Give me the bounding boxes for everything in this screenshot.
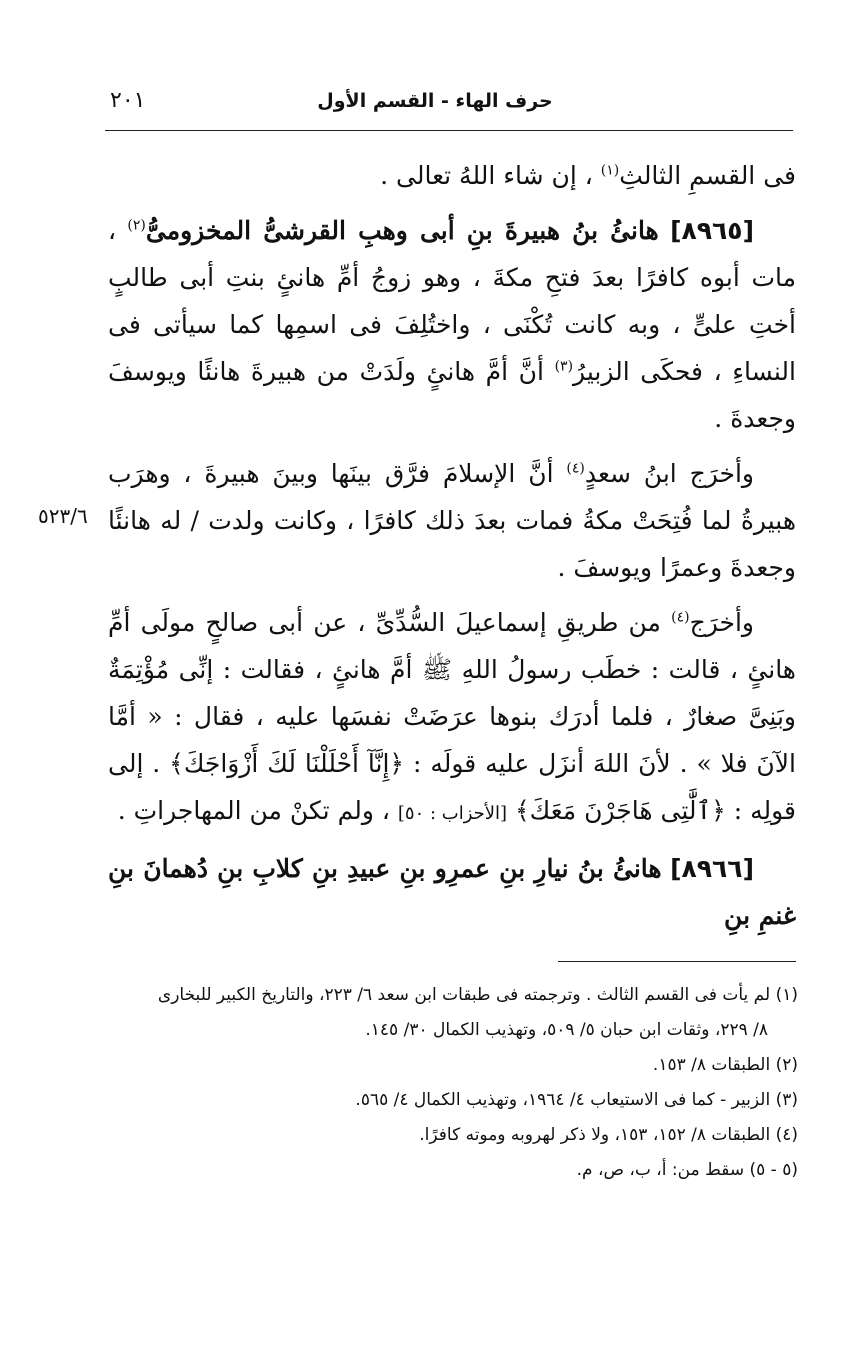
entry-number: [٨٩٦٦] (670, 854, 754, 883)
footnote-ref[interactable]: (٤) (671, 609, 690, 626)
footnote: (١) لم يأت فى القسم الثالث . وترجمته فى طبقات ابن سعد ٦/ ٢٢٣، والتاريخ الكبير للبخارى (157, 985, 798, 1005)
entry-name: هانئُ بنُ نيارِ بنِ عمرِو بنِ عبيدِ بنِ كلابِ بنِ دُهمانَ بنِ غنمِ بنِ (108, 854, 796, 930)
main-text (108, 152, 796, 947)
footnote-ref[interactable]: (١) (600, 162, 620, 179)
footnote: (٣) الزبير - كما فى الاستيعاب ٤/ ١٩٦٤، وتهذيب الكمال ٤/ ٥٦٥. (355, 1090, 798, 1110)
entry-8965 (108, 207, 796, 442)
paragraph-suddi (108, 599, 796, 837)
footnote-ref[interactable]: (٣) (554, 358, 574, 375)
text-run: فى القسمِ الثالثِ (619, 161, 796, 190)
running-header: حرف الهاء - القسم الأول (317, 90, 553, 112)
text-run: من طريقِ إسماعيلَ السُّدِّىِّ ، عن أبى صالحٍ مولَى أمِّ هانئٍ ، قالت : خطَب رسولُ اللهِ ﷺ أمَّ هانئٍ ، فقالت : إنِّى مُؤْتِمَةٌ وبَنِىَّ صغارٌ ، فلما أدرَك بنوها عرَضَتْ نفسَها عليه ، فقال : « أمَّا الآنَ فلا » . لأنَ اللهَ أنزَل عليه قولَه : (108, 608, 796, 778)
text-run: وأخرَج (689, 608, 754, 637)
text-run: ، ولم تكنْ من المهاجراتِ . (117, 796, 390, 825)
page-number: ٢٠١ (110, 88, 146, 113)
paragraph-ibn-saad (108, 450, 796, 591)
text-run: . إلى قولِه : (108, 749, 796, 825)
quran-citation: [الأحزاب : ٥٠] (397, 803, 508, 824)
text-run: ، إن شاء اللهُ تعالى . (380, 161, 593, 190)
text-run: أنَّ أمَّ هانئٍ ولَدَتْ من هبيرةَ هانئًا ويوسفَ وجعدةَ . (108, 357, 796, 433)
text-run: ، مات أبوه كافرًا بعدَ فتحِ مكةَ ، وهو زوجُ أمِّ هانئٍ بنتِ أبى طالبٍ أختِ علىٍّ ، وبه كانت تُكْنَى ، واختُلِفَ فى اسمِها كما سيأتى فى النساءِ ، فحكَى الزبيرُ (108, 216, 796, 386)
entry-8966 (108, 845, 796, 939)
footnote: (٥ - ٥) سقط من: أ، ب، ص، م. (576, 1160, 798, 1180)
entry-name: هانئُ بنُ هبيرةَ بنِ أبى وهبِ القرشىُّ المخزومىُّ (145, 216, 659, 245)
footnote-continuation: ٨/ ٢٢٩، وثقات ابن حبان ٥/ ٥٠٩، وتهذيب الكمال ٣٠/ ١٤٥. (365, 1020, 768, 1040)
footnote-ref[interactable]: (٤) (566, 460, 585, 477)
header-rule (105, 130, 793, 131)
footnote: (٢) الطبقات ٨/ ١٥٣. (652, 1055, 798, 1075)
footnote-rule (558, 961, 796, 962)
quran-quote: ﴿ٱلَّٰتِى هَاجَرْنَ مَعَكَ﴾ (515, 796, 726, 825)
margin-volume-page-note: ٥٢٣/٦ (38, 504, 88, 528)
footnotes (108, 978, 798, 1188)
text-run: أنَّ الإسلامَ فرَّق بينَها وبينَ هبيرةَ ، وهرَب هبيرةُ لما فُتِحَتْ مكةُ فمات بعدَ ذلك كافرًا ، وكانت ولدت / له هانئًا وجعدةَ وعمرًا ويوسفَ . (108, 459, 796, 582)
paragraph-continuation (108, 152, 796, 199)
quran-quote: ﴿إِنَّآ أَحْلَلْنَا لَكَ أَزْوَاجَكَ﴾ (169, 749, 405, 778)
footnote-ref[interactable]: (٢) (127, 217, 146, 234)
text-run: وأخرَج ابنُ سعدٍ (584, 459, 754, 488)
footnote: (٤) الطبقات ٨/ ١٥٢، ١٥٣، ولا ذكر لهروبه وموته كافرًا. (419, 1125, 798, 1145)
entry-number: [٨٩٦٥] (670, 216, 754, 245)
